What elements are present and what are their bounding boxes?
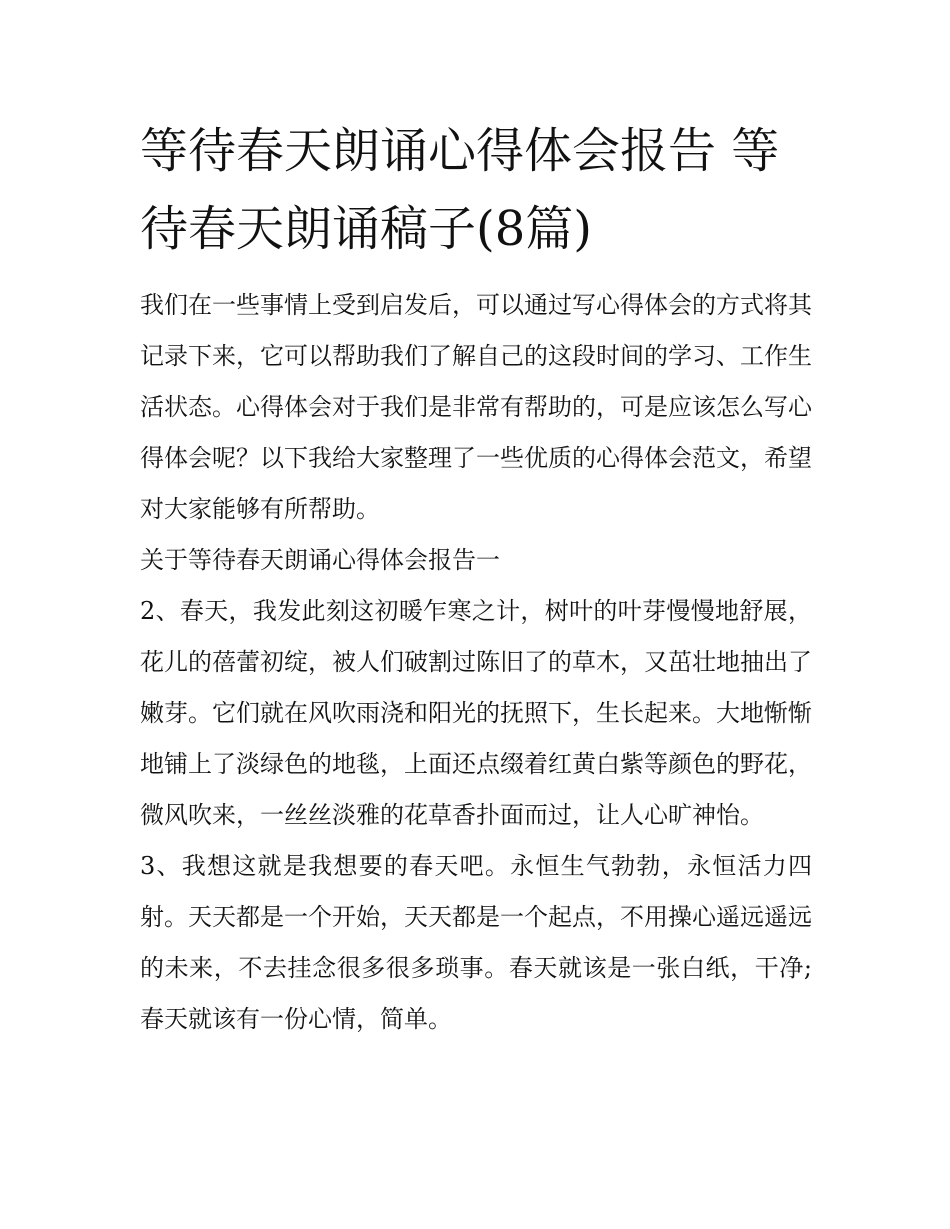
document-page	[140, 112, 812, 1045]
body-paragraph-3: 3、我想这就是我想要的春天吧。永恒生气勃勃，永恒活力四射。天天都是一个开始，天天都是一个起点，不用操心遥远遥远的未来，不去挂念很多很多琐事。春天就该是一张白纸，干净;春天就该有一份心情，简单。	[140, 852, 812, 1033]
document-title: 等待春天朗诵心得体会报告 等待春天朗诵稿子(8篇)	[140, 123, 780, 257]
body-paragraph-2: 2、春天，我发此刻这初暖乍寒之计，树叶的叶芽慢慢地舒展，花儿的蓓蕾初绽，被人们破割过陈旧了的草木，又茁壮地抽出了嫩芽。它们就在风吹雨浇和阳光的抚照下，生长起来。大地惭惭地铺上了淡绿色的地毯，上面还点缀着红黄白紫等颜色的野花，微风吹来，一丝丝淡雅的花草香扑面而过，让人心旷神怡。	[140, 597, 812, 829]
intro-paragraph: 我们在一些事情上受到启发后，可以通过写心得体会的方式将其记录下来，它可以帮助我们了解自己的这段时间的学习、工作生活状态。心得体会对于我们是非常有帮助的，可是应该怎么写心得体会呢？以下我给大家整理了一些优质的心得体会范文，希望对大家能够有所帮助。	[140, 291, 812, 523]
section-heading: 关于等待春天朗诵心得体会报告一	[140, 546, 500, 574]
